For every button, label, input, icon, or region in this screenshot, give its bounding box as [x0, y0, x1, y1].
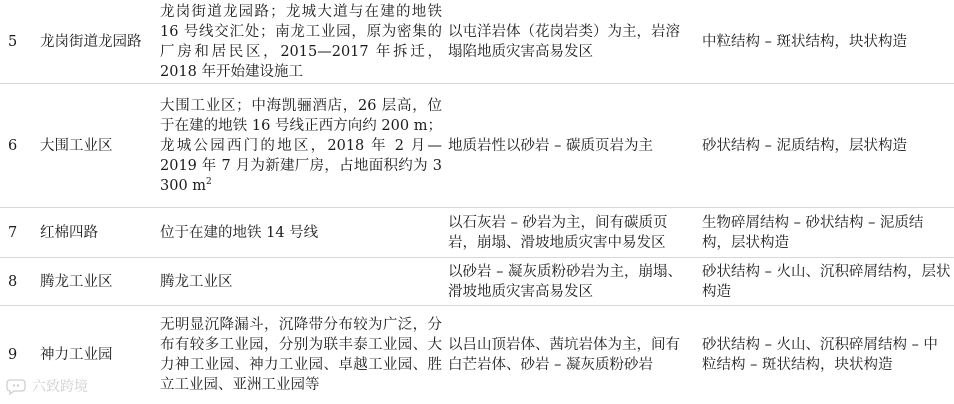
superscript: 2	[206, 176, 212, 187]
rock-structure: 中粒结构 – 斑状结构，块状构造	[702, 33, 907, 50]
watermark	[6, 376, 128, 398]
geology-description: 以砂岩 – 凝灰质粉砂岩为主，崩塌、滑坡地质灾害高易发区	[448, 263, 682, 300]
geology-description: 以屯洋岩体（花岗岩类）为主，岩溶塌陷地质灾害高易发区	[448, 23, 680, 60]
location-name: 神力工业园	[40, 347, 113, 363]
rock-structure: 砂状结构 – 火山、沉积碎屑结构，层状构造	[702, 263, 951, 300]
row-number: 9	[8, 347, 18, 363]
row-number: 7	[8, 224, 18, 241]
location-name: 大围工业区	[40, 137, 113, 154]
rock-structure: 砂状结构 – 泥质结构，层状构造	[702, 137, 907, 154]
rock-structure: 生物碎屑结构 – 砂状结构 – 泥质结构，层状构造	[702, 214, 924, 251]
watermark-text: 六致跨境	[32, 379, 88, 395]
geology-description: 地质岩性以砂岩 – 碳质页岩为主	[448, 137, 653, 154]
row-number: 6	[8, 137, 18, 154]
table-row	[0, 258, 954, 306]
geology-description: 以吕山顶岩体、茜坑岩体为主，间有白芒岩体、砂岩 – 凝灰质粉砂岩	[448, 337, 680, 373]
location-name: 红棉四路	[40, 224, 98, 241]
location-description: 龙岗街道龙园路；龙城大道与在建的地铁 16 号线交汇处；南龙工业园，原为密集的厂房和居民区，2015—2017 年拆迁，2018 年开始建设施工	[160, 3, 442, 80]
description-text: 大围工业区；中海凯骊酒店，26 层高，位于在建的地铁 16 号线正西方向约 200 m；龙城公园西门的地区，2018 年 2 月—2019 年 7 月为新建厂房，占地面积约为 3 300 m	[160, 97, 442, 194]
location-description: 腾龙工业区	[160, 273, 233, 290]
location-description	[160, 84, 442, 207]
table-row	[0, 84, 954, 208]
location-name: 龙岗街道龙园路	[40, 33, 142, 50]
table-row	[0, 0, 954, 84]
geology-description: 以石灰岩 – 砂岩为主，间有碳质页岩，崩塌、滑坡地质灾害中易发区	[448, 214, 668, 251]
row-number: 8	[8, 273, 18, 290]
location-description: 无明显沉降漏斗，沉降带分布较为广泛，分布有较多工业园，分别为联丰泰工业园、大力神工业园、神力工业园、卓越工业园、胜立工业园、亚洲工业园等	[160, 317, 442, 393]
location-description: 位于在建的地铁 14 号线	[160, 224, 319, 241]
rock-structure: 砂状结构 – 火山、沉积碎屑结构 – 中粒结构 – 斑状结构，块状构造	[702, 337, 938, 373]
row-number: 5	[8, 33, 18, 50]
table-row	[0, 306, 954, 404]
chat-bubble-icon	[6, 378, 28, 396]
location-name: 腾龙工业区	[40, 273, 113, 290]
table-row	[0, 208, 954, 258]
